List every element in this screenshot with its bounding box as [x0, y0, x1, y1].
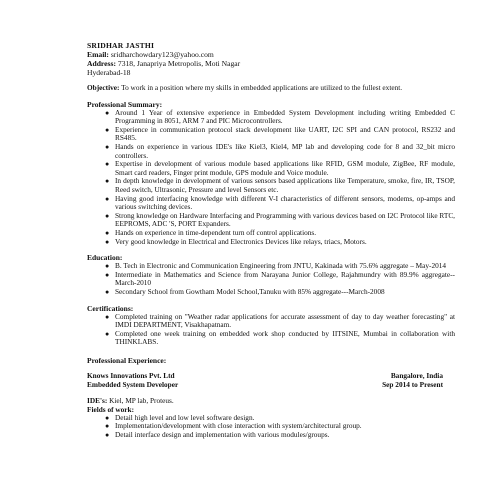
list-item: ● Detail high level and low level software design.	[105, 412, 255, 422]
list-item: ● B. Tech in Electronic and Communication Engineering from JNTU, Kakinada with 75.6% aggregate – May-2014	[105, 261, 447, 271]
city-line: Hyderabad-18	[87, 68, 131, 77]
experience-heading: Professional Experience:	[87, 355, 167, 365]
certifications-heading: Certifications:	[87, 303, 134, 313]
bullet-icon: ●	[105, 262, 110, 271]
list-item: ● Hands on experience in time-dependent turn off control applications.	[105, 228, 317, 238]
objective-label: Objective:	[87, 83, 120, 92]
education-heading: Education:	[87, 253, 123, 263]
summary-heading: Professional Summary:	[87, 99, 163, 109]
bullet-icon: ●	[105, 229, 110, 238]
certifications-list	[87, 313, 453, 347]
company-name: Knows Innovations Pvt. Ltd	[87, 370, 175, 380]
list-item: ● Secondary School from Gowtham Model School,Tanuku with 85% aggregate---March-2008	[105, 286, 385, 296]
email-label: Email:	[87, 50, 109, 59]
bullet-icon: ●	[105, 270, 110, 279]
list-item: ● Hands on experience in various IDE's like Kiel3, Kiel4, MP lab and developing code for 8 and 32_bit micro controllers.	[105, 142, 455, 160]
bullet-icon: ●	[105, 329, 110, 338]
list-item: ● Experience in communication protocol stack development like UART, I2C SPI and CAN protocol, RS232 and RS485.	[105, 124, 455, 143]
list-item: ● Very good knowledge in Electrical and Electronics Devices like relays, triacs, Motors.	[105, 236, 367, 246]
list-item: ● Expertise in development of various module based applications like RFID, GSM module, ZigBee, RF module, Smart card readers, Finger print module, GPS module and Voice module.	[105, 159, 455, 177]
bullet-icon: ●	[105, 312, 110, 321]
bullet-icon: ●	[105, 422, 110, 431]
objective-section	[87, 84, 443, 93]
bullet-icon: ●	[105, 287, 110, 296]
list-item: ● Implementation/development with close interaction with system/architectural group.	[105, 421, 362, 431]
list-item: ● In depth knowledge in development of various sensors based applications like Temperature, smoke, fire, IR, TSOP, Reed switch, Ultrasonic, Pressure and level Sensors etc.	[105, 176, 455, 195]
objective-text: To work in a position where my skills in embedded applications are utilized to the fullest extent.	[121, 83, 403, 92]
education-list	[87, 262, 453, 296]
list-item: ● Detail interface design and implementation with various modules/groups.	[105, 429, 330, 439]
address-line	[87, 59, 453, 68]
ide-line	[87, 396, 453, 405]
address-label: Address:	[87, 59, 116, 68]
bullet-icon: ●	[105, 108, 110, 117]
ide-value: Kiel, MP lab, Proteus.	[109, 395, 174, 405]
bullet-icon: ●	[105, 430, 110, 439]
fields-heading: Fields of work:	[87, 404, 135, 414]
role-period: Sep 2014 to Present	[382, 379, 443, 389]
fields-list	[87, 414, 453, 440]
bullet-icon: ●	[105, 160, 110, 169]
list-item: ● Around 1 Year of extensive experience in Embedded System Development including writing Embedded C Programming in 8051, ARM 7 and PIC Microcontrollers.	[105, 107, 455, 126]
email-line	[87, 50, 453, 59]
address-value: 7318, Janapriya Metropolis, Moti Nagar	[117, 59, 241, 68]
list-item: ● Strong knowledge on Hardware Interfacing and Programming with various devices based on I2C Protocol like RTC, EEPROMS, ADC 'S, PORT Expanders.	[105, 210, 456, 229]
ide-label: IDE's:	[87, 395, 108, 405]
list-item: ● Completed one week training on embedded work shop conducted by IITSINE, Mumbai in collaboration with THINKLABS.	[105, 328, 455, 347]
role-title: Embedded System Developer	[87, 379, 179, 389]
email-value: sridharchowdary123@yahoo.com	[110, 50, 214, 59]
bullet-icon: ●	[105, 413, 110, 422]
list-item: ● Intermediate in Mathematics and Science from Narayana Junior College, Rajahmundry with 89.9% aggregate--March-2010	[105, 269, 455, 288]
bullet-icon: ●	[105, 177, 110, 186]
role-row	[87, 381, 443, 390]
candidate-name: SRIDHAR JASTHI	[87, 41, 155, 50]
bullet-icon: ●	[105, 237, 110, 246]
bullet-icon: ●	[105, 125, 110, 134]
bullet-icon: ●	[105, 194, 110, 203]
bullet-icon: ●	[105, 143, 110, 152]
list-item: ● Having good interfacing knowledge with different V-I characteristics of different sensors, modems, op-amps and various switching devices.	[105, 193, 455, 212]
bullet-icon: ●	[105, 211, 110, 220]
summary-list	[87, 107, 456, 247]
list-item: ● Completed training on "Weather radar applications for accurate assessment of day to day weather forecasting" at IMDI DEPARTMENT, Visakhapatnam.	[105, 311, 455, 330]
company-location: Bangalore, India	[390, 370, 443, 380]
